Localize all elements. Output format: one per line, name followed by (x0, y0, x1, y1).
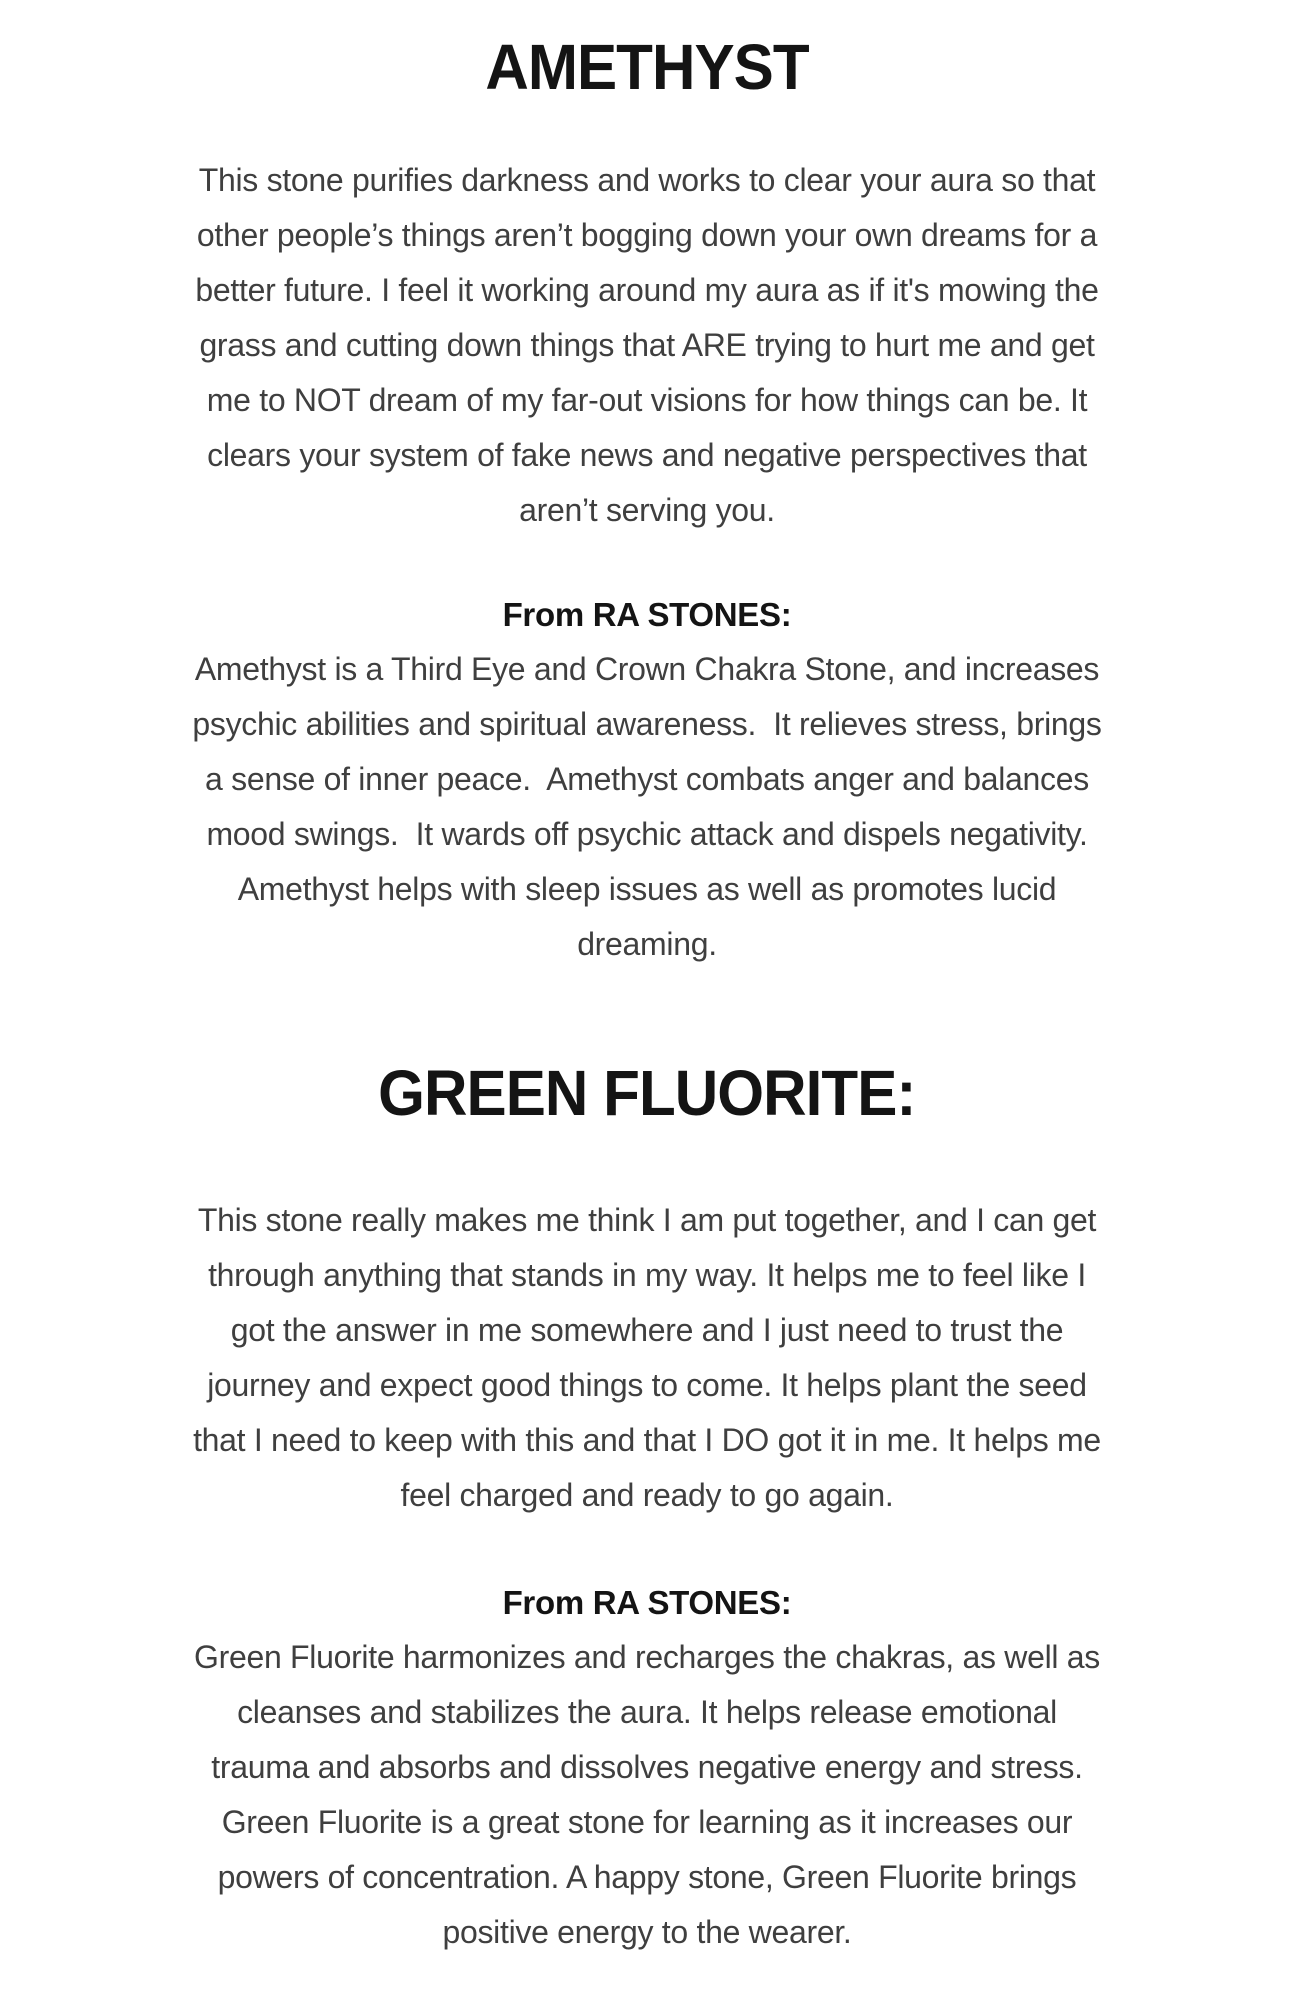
text-line: Green Fluorite is a great stone for learning as it increases our (221, 1804, 1073, 1840)
text-line: powers of concentration. A happy stone, Green Fluorite brings (217, 1859, 1077, 1895)
text-line: dreaming. (577, 926, 717, 962)
text-line: grass and cutting down things that ARE trying to hurt me and get (199, 327, 1095, 363)
amethyst-title: AMETHYST (485, 31, 809, 103)
green-fluorite-intro-paragraph (193, 1193, 1101, 1523)
text-line: that I need to keep with this and that I DO got it in me. It helps me (193, 1422, 1101, 1458)
text-line: got the answer in me somewhere and I just need to trust the (230, 1312, 1064, 1348)
text-line: journey and expect good things to come. It helps plant the seed (207, 1367, 1087, 1403)
green-fluorite-ra-stones-paragraph (194, 1630, 1100, 1960)
green-fluorite-ra-stones-heading: From RA STONES: (502, 1584, 792, 1621)
text-line: Green Fluorite harmonizes and recharges the chakras, as well as (194, 1639, 1100, 1675)
text-line: This stone really makes me think I am put together, and I can get (197, 1202, 1097, 1238)
amethyst-ra-stones-paragraph (192, 642, 1101, 972)
text-line: trauma and absorbs and dissolves negative energy and stress. (211, 1749, 1083, 1785)
text-line: psychic abilities and spiritual awareness. It relieves stress, brings (192, 706, 1102, 742)
text-line: cleanses and stabilizes the aura. It helps release emotional (237, 1694, 1057, 1730)
green-fluorite-title: GREEN FLUORITE: (378, 1057, 916, 1129)
text-line: aren’t serving you. (519, 492, 775, 528)
section-green-fluorite (0, 972, 1294, 1960)
text-line: Amethyst is a Third Eye and Crown Chakra Stone, and increases (194, 651, 1100, 687)
text-line: other people’s things aren’t bogging down your own dreams for a (196, 217, 1098, 253)
text-line: Amethyst helps with sleep issues as well as promotes lucid (237, 871, 1057, 907)
text-line: mood swings. It wards off psychic attack and dispels negativity. (206, 816, 1088, 852)
text-line: me to NOT dream of my far-out visions for how things can be. It (206, 382, 1088, 418)
text-line: a sense of inner peace. Amethyst combats anger and balances (205, 761, 1089, 797)
text-line: through anything that stands in my way. It helps me to feel like I (208, 1257, 1086, 1293)
text-line: positive energy to the wearer. (442, 1914, 852, 1950)
amethyst-ra-stones-heading: From RA STONES: (502, 596, 792, 633)
amethyst-intro-paragraph (195, 153, 1098, 538)
text-line: This stone purifies darkness and works to clear your aura so that (198, 162, 1096, 198)
text-line: clears your system of fake news and negative perspectives that (207, 437, 1087, 473)
section-amethyst (0, 31, 1294, 972)
text-line: feel charged and ready to go again. (400, 1477, 894, 1513)
text-line: better future. I feel it working around my aura as if it's mowing the (195, 272, 1099, 308)
